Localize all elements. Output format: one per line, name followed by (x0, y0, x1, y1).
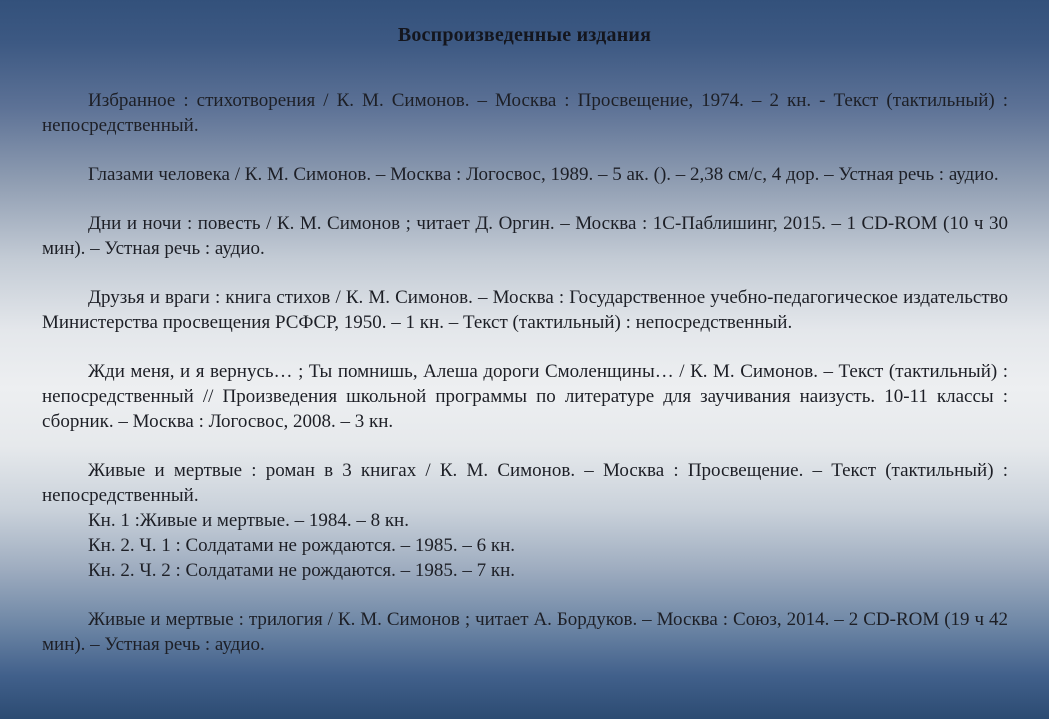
page-title: Воспроизведенные издания (397, 24, 652, 46)
bibliography-entry: Глазами человека / К. М. Симонов. – Москва : Логосвос, 1989. – 5 ак. (). – 2,38 см/с, 4 дор. – Устная речь : аудио. (88, 164, 999, 185)
bibliography-entry: Избранное : стихотворения / К. М. Симонов. – Москва : Просвещение, 1974. – 2 кн. - Текст (тактильный) : непосредственный. (42, 90, 1008, 136)
bibliography-list (42, 88, 1008, 657)
bibliography-entry: Живые и мертвые : трилогия / К. М. Симонов ; читает А. Бордуков. – Москва : Союз, 2014. – 2 CD-ROM (19 ч 42 мин). – Устная речь : аудио. (42, 609, 1008, 655)
bibliography-entry: Живые и мертвые : роман в 3 книгах / К. М. Симонов. – Москва : Просвещение. – Текст (тактильный) : непосредственный. (42, 460, 1008, 506)
bibliography-entry: Жди меня, и я вернусь… ; Ты помнишь, Алеша дороги Смоленщины… / К. М. Симонов. – Текст (тактильный) : непосредственный // Произведения школьной программы по литературе для заучивания наизусть. 10-11 классы : сборник. – Москва : Логосвос, 2008. – 3 кн. (42, 361, 1008, 432)
bibliography-subline: Кн. 1 :Живые и мертвые. – 1984. – 8 кн. (88, 510, 409, 531)
bibliography-subline: Кн. 2. Ч. 2 : Солдатами не рождаются. – 1985. – 7 кн. (88, 560, 516, 581)
bibliography-entry: Дни и ночи : повесть / К. М. Симонов ; читает Д. Оргин. – Москва : 1С-Паблишинг, 2015. – 1 CD-ROM (10 ч 30 мин). – Устная речь : аудио. (42, 213, 1008, 259)
bibliography-entry: Друзья и враги : книга стихов / К. М. Симонов. – Москва : Государственное учебно-педагогическое издательство Министерства просвещения РСФСР, 1950. – 1 кн. – Текст (тактильный) : непосредственный. (42, 287, 1008, 333)
bibliography-subline: Кн. 2. Ч. 1 : Солдатами не рождаются. – 1985. – 6 кн. (88, 535, 516, 556)
